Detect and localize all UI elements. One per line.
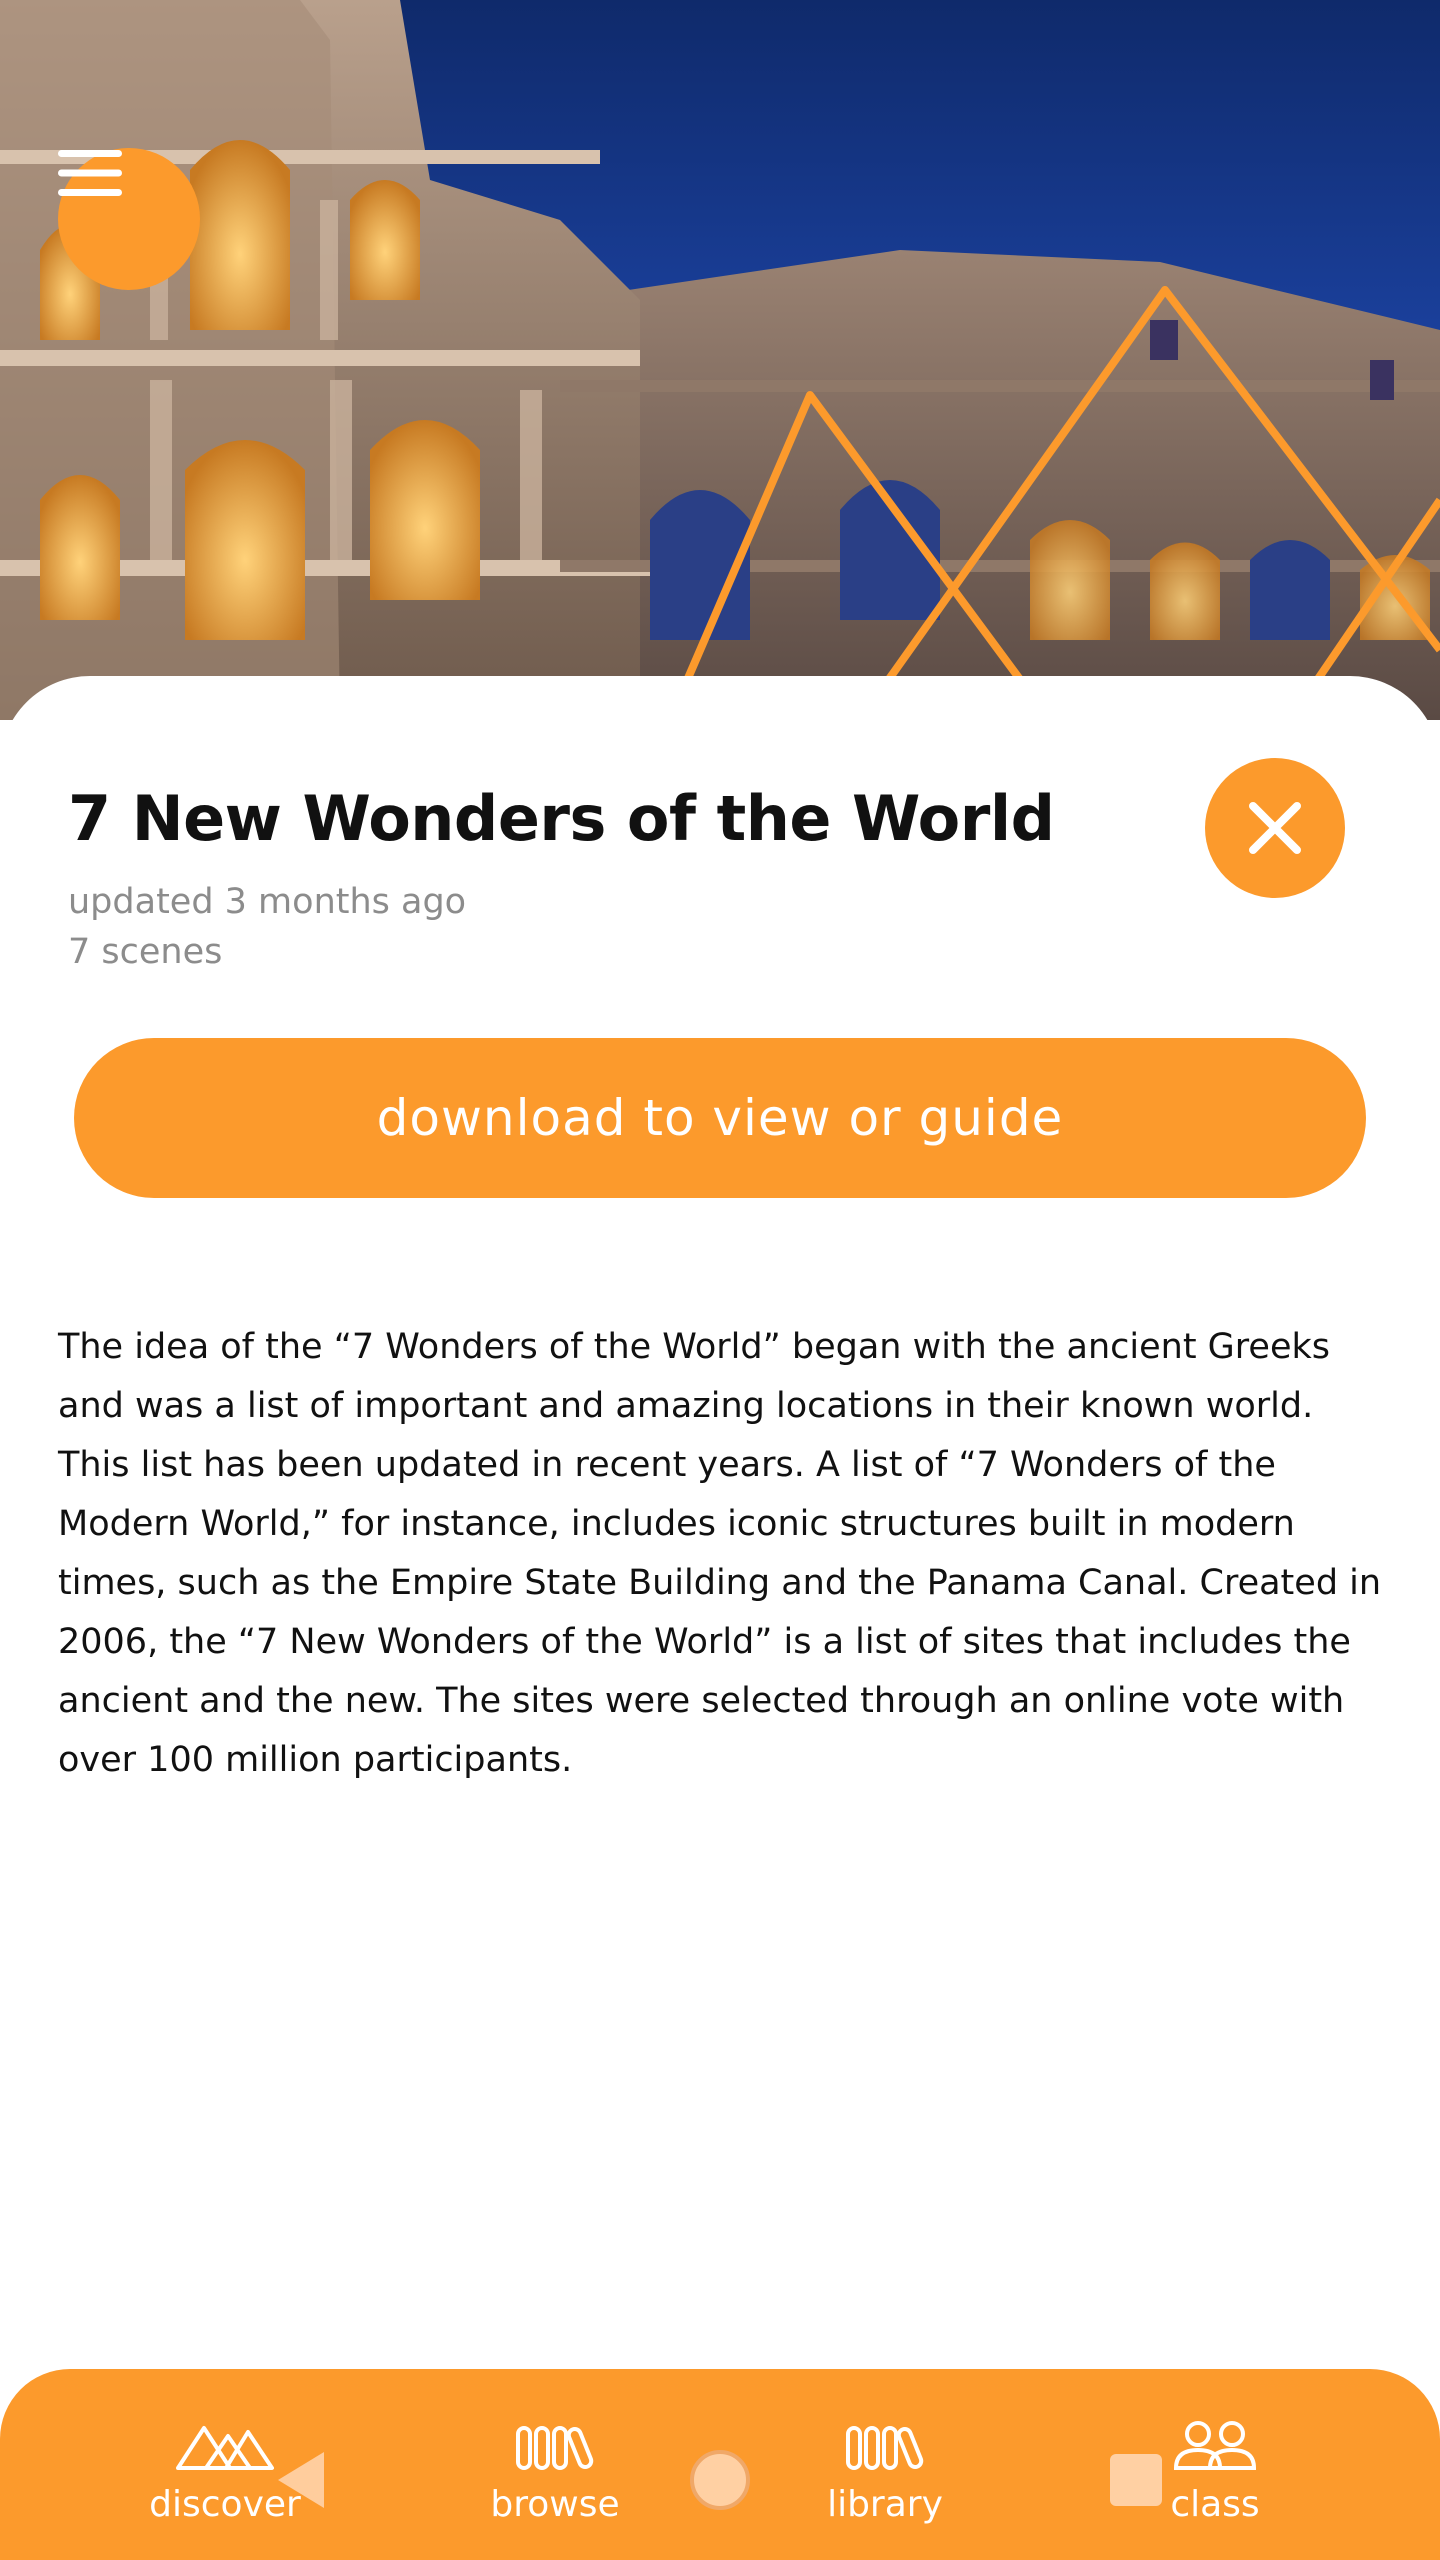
nav-label-browse: browse [490,2484,620,2525]
mountains-icon [176,2422,274,2470]
nav-item-library[interactable] [790,2410,980,2550]
nav-label-library: library [827,2484,943,2525]
hamburger-icon [58,148,122,198]
back-triangle-icon[interactable] [272,2448,330,2512]
menu-button[interactable] [58,148,200,290]
nav-item-browse[interactable] [460,2410,650,2550]
nav-label-class: class [1170,2484,1260,2525]
close-icon [1247,800,1303,856]
close-button[interactable] [1205,758,1345,898]
colosseum-illustration [0,0,1440,720]
description-text: The idea of the “7 Wonders of the World” began with the ancient Greeks and was a list of important and amazing locations in their known world. This list has been updated in recent years. A list of “7 Wonders of the Modern World,” for instance, includes iconic structures built in modern times, such as the Empire State Building and the Panama Canal. Created in 2006, the “7 New Wonders of the World” is a list of sites that includes the ancient and the new. The sites were selected through an online vote with over 100 million participants. [58,1327,1382,1780]
books-icon [516,2424,594,2470]
nav-label-discover: discover [149,2484,301,2525]
scene-count: 7 scenes [68,932,223,972]
updated-text: updated 3 months ago [68,882,467,922]
books-icon [846,2424,924,2470]
recent-square-icon[interactable] [1108,2452,1164,2508]
download-button[interactable]: download to view or guide [74,1038,1366,1198]
home-circle-icon[interactable] [686,2446,754,2514]
people-icon [1172,2420,1258,2470]
page-title: 7 New Wonders of the World [68,782,1055,855]
hero-image [0,0,1440,720]
